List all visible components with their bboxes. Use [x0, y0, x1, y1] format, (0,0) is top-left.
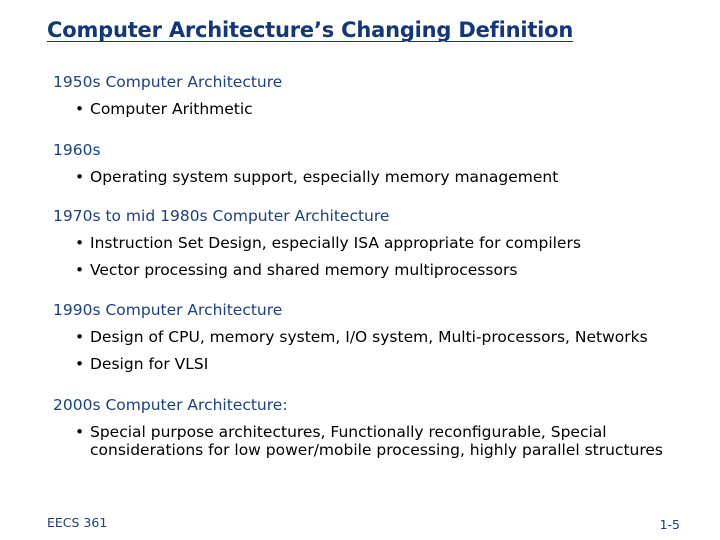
bullet-text: Design of CPU, memory system, I/O system, Multi-processors, Networks	[90, 328, 648, 346]
footer-course: EECS 361	[47, 515, 108, 530]
bullet-item	[75, 168, 558, 186]
bullet-text: Computer Arithmetic	[90, 100, 253, 118]
bullet-text: Special purpose architectures, Functionally reconfigurable, Special considerations for low power/mobile processing, highly parallel structures	[90, 423, 664, 459]
section-heading-1960s: 1960s	[53, 141, 101, 159]
bullet-item	[75, 261, 517, 279]
bullet-icon: •	[75, 328, 85, 346]
bullet-item	[75, 423, 675, 459]
bullet-item	[75, 234, 581, 252]
bullet-icon: •	[75, 423, 85, 441]
bullet-item	[75, 100, 253, 118]
section-heading-1950s: 1950s Computer Architecture	[53, 73, 283, 91]
section-heading-2000s: 2000s Computer Architecture:	[53, 396, 288, 414]
bullet-icon: •	[75, 168, 85, 186]
slide-title: Computer Architecture’s Changing Definition	[47, 18, 574, 42]
bullet-icon: •	[75, 355, 85, 373]
bullet-item	[75, 355, 208, 373]
page-number: 1-5	[659, 517, 680, 532]
bullet-icon: •	[75, 100, 85, 118]
bullet-item	[75, 328, 648, 346]
bullet-text: Design for VLSI	[90, 355, 209, 373]
bullet-text: Instruction Set Design, especially ISA appropriate for compilers	[90, 234, 581, 252]
bullet-icon: •	[75, 261, 85, 279]
bullet-text: Operating system support, especially memory management	[90, 168, 559, 186]
bullet-text: Vector processing and shared memory multiprocessors	[90, 261, 518, 279]
bullet-icon: •	[75, 234, 85, 252]
section-heading-1970s: 1970s to mid 1980s Computer Architecture	[53, 207, 390, 225]
section-heading-1990s: 1990s Computer Architecture	[53, 301, 283, 319]
